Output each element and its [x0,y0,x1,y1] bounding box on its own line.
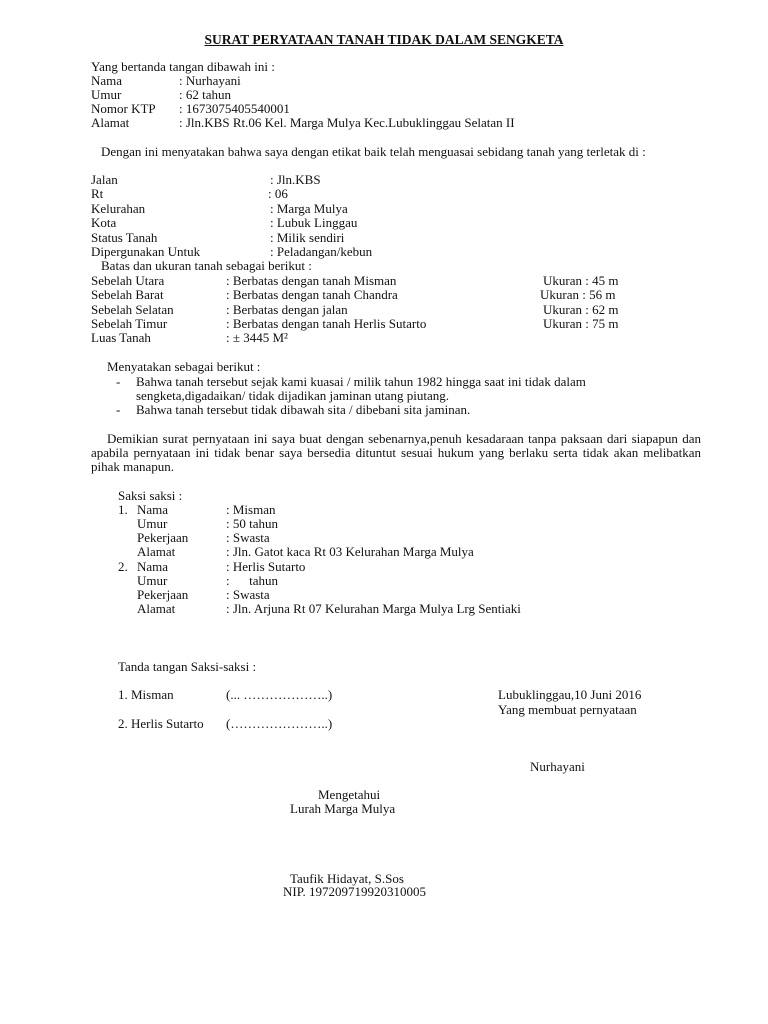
witness-1-job-label: Pekerjaan [137,530,189,545]
land-rt-label: Rt [91,186,104,201]
bullet-dash-1: - [116,374,121,389]
land-rt-value: : 06 [268,186,288,201]
land-usage-value: : Peladangan/kebun [270,244,373,259]
signer-age-value: : 62 tahun [179,87,231,102]
boundary-south-label: Sebelah Selatan [91,302,174,317]
witness-1-name-value: : Misman [226,502,276,517]
intro-line: Yang bertanda tangan dibawah ini : [91,59,275,74]
witness-2-address-label: Alamat [137,601,176,616]
witness-2-address-value: : Jln. Arjuna Rt 07 Kelurahan Marga Mulya Lrg Sentiaki [226,601,521,616]
witness-2-name-value: : Herlis Sutarto [226,559,306,574]
land-street-label: Jalan [91,172,118,187]
witness-2-age-label: Umur [137,573,168,588]
land-status-value: : Milik sendiri [270,230,345,245]
signer-name-value: : Nurhayani [179,73,241,88]
land-city-value: : Lubuk Linggau [270,215,358,230]
signer-ktp-value: : 1673075405540001 [179,101,290,116]
official-title: Lurah Marga Mulya [290,801,396,816]
boundaries-intro: Batas dan ukuran tanah sebagai berikut : [101,258,312,273]
witness-1-address-value: : Jln. Gatot kaca Rt 03 Kelurahan Marga Mulya [226,544,474,559]
bullet-1-line2: sengketa,digadaikan/ tidak dijadikan jaminan utang piutang. [136,388,449,403]
bullet-2-line1: Bahwa tanah tersebut tidak dibawah sita / dibebani sita jaminan. [136,402,471,417]
bullet-dash-2: - [116,402,121,417]
signature-2-name: 2. Herlis Sutarto [118,716,204,731]
land-kelurahan-value: : Marga Mulya [270,201,348,216]
boundary-south-value: : Berbatas dengan jalan [226,302,348,317]
official-name: Taufik Hidayat, S.Sos [290,871,404,886]
land-kelurahan-label: Kelurahan [91,201,146,216]
land-street-value: : Jln.KBS [270,172,321,187]
official-nip: NIP. 197209719920310005 [283,884,427,899]
witness-1-address-label: Alamat [137,544,176,559]
acknowledge-label: Mengetahui [318,787,381,802]
signer-address-value: : Jln.KBS Rt.06 Kel. Marga Mulya Kec.Lubuklinggau Selatan II [179,115,515,130]
boundary-east-value: : Berbatas dengan tanah Herlis Sutarto [226,316,427,331]
witness-2-name-label: Nama [137,559,169,574]
boundary-east-label: Sebelah Timur [91,316,168,331]
witness-1-age-label: Umur [137,516,168,531]
witness-2-job-label: Pekerjaan [137,587,189,602]
signer-age-label: Umur [91,87,122,102]
document-title: SURAT PERYATAAN TANAH TIDAK DALAM SENGKETA [204,32,564,47]
area-value: : ± 3445 M² [226,330,288,345]
bullet-1-line1: Bahwa tanah tersebut sejak kami kuasai / milik tahun 1982 hingga saat ini tidak dalam [136,374,586,389]
land-city-label: Kota [91,215,117,230]
witness-1-name-label: Nama [137,502,169,517]
land-usage-label: Dipergunakan Untuk [91,244,201,259]
boundary-north-value: : Berbatas dengan tanah Misman [226,273,397,288]
witness-1-job-value: : Swasta [226,530,270,545]
boundary-west-label: Sebelah Barat [91,287,164,302]
place-date: Lubuklinggau,10 Juni 2016 [498,687,642,702]
boundary-west-size: Ukuran : 56 m [540,287,616,302]
signer-ktp-label: Nomor KTP [91,101,156,116]
boundary-east-size: Ukuran : 75 m [543,316,619,331]
declare-intro: Menyatakan sebagai berikut : [107,359,261,374]
maker-title: Yang membuat pernyataan [498,702,637,717]
boundary-south-size: Ukuran : 62 m [543,302,619,317]
signer-address-label: Alamat [91,115,130,130]
area-label: Luas Tanah [91,330,151,345]
signature-1-dots: (... ………………..) [226,687,333,702]
boundary-north-size: Ukuran : 45 m [543,273,619,288]
witness-2-age-value: : tahun [226,573,278,588]
signature-2-dots: (…………………..) [226,716,333,731]
signature-intro: Tanda tangan Saksi-saksi : [118,659,257,674]
statement-paragraph: Dengan ini menyatakan bahwa saya dengan etikat baik telah menguasai sebidang tanah yang terletak di : [101,144,646,159]
witness-1-number: 1. [118,502,128,517]
witness-2-job-value: : Swasta [226,587,270,602]
closing-paragraph: Demikian surat pernyataan ini saya buat dengan sebenarnya,penuh kesadaraan tanpa paksaan dari siapapun dan apabila pernyataan ini tidak benar saya bersedia dituntut sesuai hukum yang berlaku serta tidak akan melibatkan pihak manapun. [91,431,701,474]
witness-intro: Saksi saksi : [118,488,183,503]
witness-1-age-value: : 50 tahun [226,516,278,531]
boundary-north-label: Sebelah Utara [91,273,165,288]
signature-1-name: 1. Misman [118,687,174,702]
land-status-label: Status Tanah [91,230,158,245]
maker-name: Nurhayani [530,759,585,774]
witness-2-number: 2. [118,559,128,574]
boundary-west-value: : Berbatas dengan tanah Chandra [226,287,398,302]
signer-name-label: Nama [91,73,123,88]
